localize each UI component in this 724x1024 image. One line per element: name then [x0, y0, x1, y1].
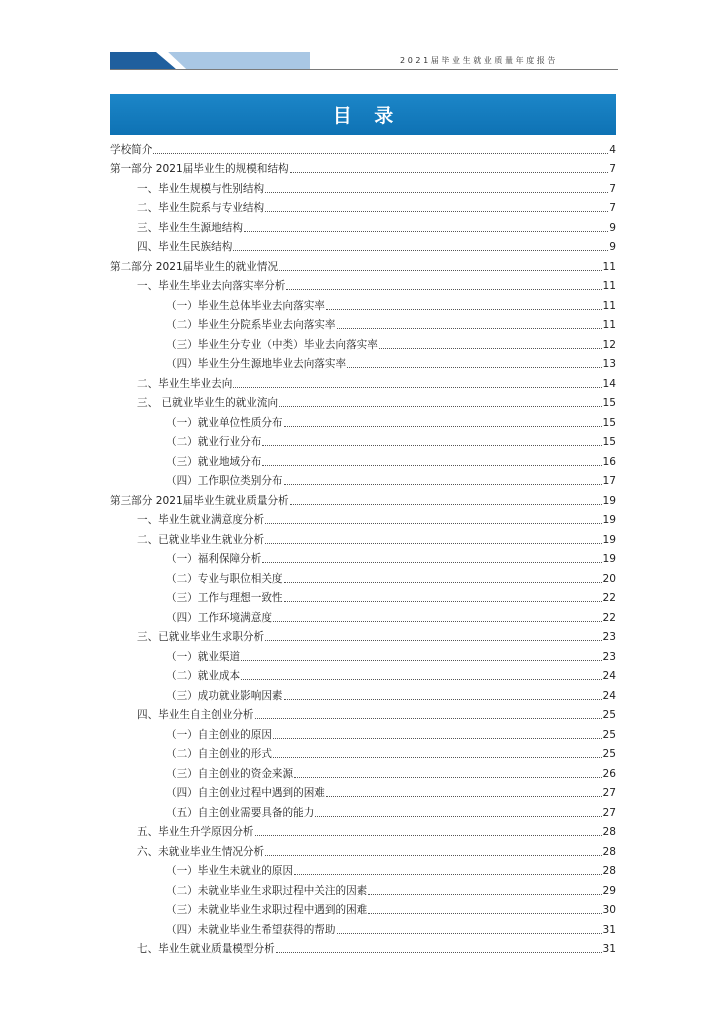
toc-entry[interactable] — [110, 507, 616, 527]
toc-entry-label: （四）工作职位类别分布 — [166, 475, 283, 487]
toc-dot-leader — [233, 387, 601, 388]
toc-entry-page-number: 23 — [602, 650, 616, 663]
toc-entry-page-number: 16 — [602, 455, 616, 468]
toc-entry-page-number: 9 — [609, 221, 616, 234]
toc-entry[interactable] — [110, 585, 616, 605]
toc-entry-label: （四）工作环境满意度 — [166, 611, 272, 624]
toc-entry-label: （一）毕业生未就业的原因 — [166, 865, 294, 877]
toc-entry-page-number: 20 — [602, 572, 616, 585]
toc-entry-page-number: 27 — [602, 806, 616, 819]
header-band-light-shape — [168, 52, 310, 69]
toc-entry-label: 第三部分 2021届毕业生就业质量分析 — [110, 494, 289, 507]
toc-title-banner — [110, 94, 616, 135]
toc-entry[interactable] — [110, 234, 616, 254]
toc-dot-leader — [255, 835, 602, 836]
toc-entry[interactable] — [110, 877, 616, 897]
toc-entry[interactable] — [110, 682, 616, 702]
toc-entry[interactable] — [110, 370, 616, 390]
toc-dot-leader — [284, 699, 602, 700]
toc-entry-page-number: 15 — [602, 397, 616, 409]
toc-entry-page-number: 7 — [609, 182, 616, 195]
toc-entry-page-number: 12 — [602, 338, 616, 351]
toc-dot-leader — [315, 816, 601, 817]
toc-entry-label: （三）成功就业影响因素 — [166, 689, 283, 702]
toc-entry-label: 七、毕业生就业质量模型分析 — [137, 943, 275, 955]
toc-title: 目 录 — [332, 105, 402, 127]
toc-dot-leader — [284, 582, 602, 583]
toc-dot-leader — [337, 328, 602, 329]
toc-entry-label: （二）毕业生分院系毕业去向落实率 — [166, 319, 336, 331]
toc-entry-page-number: 27 — [602, 787, 616, 799]
toc-dot-leader — [265, 211, 608, 212]
toc-dot-leader — [244, 231, 608, 232]
toc-entry-page-number: 30 — [602, 904, 616, 916]
toc-entry-label: 三、已就业毕业生求职分析 — [137, 631, 265, 643]
toc-entry-label: （三）未就业毕业生求职过程中遇到的困难 — [166, 904, 368, 916]
toc-entry[interactable] — [110, 429, 616, 449]
toc-dot-leader — [265, 855, 601, 856]
toc-entry-page-number: 24 — [602, 670, 616, 682]
toc-entry-label: 五、毕业生升学原因分析 — [137, 826, 254, 838]
table-of-contents — [110, 136, 616, 955]
toc-entry-page-number: 24 — [602, 689, 616, 702]
toc-dot-leader — [255, 718, 602, 719]
toc-entry[interactable] — [110, 468, 616, 488]
toc-dot-leader — [347, 367, 601, 368]
toc-entry[interactable] — [110, 702, 616, 722]
toc-entry-label: （四）未就业毕业生希望获得的帮助 — [166, 923, 336, 936]
toc-dot-leader — [262, 562, 601, 563]
toc-dot-leader — [273, 621, 602, 622]
toc-dot-leader — [294, 777, 601, 778]
toc-dot-leader — [265, 192, 608, 193]
toc-entry[interactable] — [110, 351, 616, 371]
toc-entry-page-number: 28 — [602, 865, 616, 877]
toc-entry-page-number: 23 — [602, 631, 616, 643]
toc-entry-label: （五）自主创业需要具备的能力 — [166, 806, 315, 819]
toc-entry-page-number: 25 — [602, 748, 616, 760]
toc-dot-leader — [284, 426, 602, 427]
toc-entry-label: 一、毕业生规模与性别结构 — [137, 182, 265, 195]
toc-entry-label: 三、 已就业毕业生的就业流向 — [137, 397, 279, 409]
toc-entry-label: 学校简介 — [110, 143, 153, 156]
toc-entry-page-number: 11 — [602, 260, 616, 273]
toc-entry-label: 第一部分 2021届毕业生的规模和结构 — [110, 163, 289, 175]
toc-entry-page-number: 19 — [602, 553, 616, 565]
toc-entry-page-number: 28 — [602, 845, 616, 858]
toc-entry-label: 一、毕业生毕业去向落实率分析 — [137, 280, 286, 292]
toc-entry-page-number: 22 — [602, 592, 616, 604]
toc-dot-leader — [241, 679, 601, 680]
toc-entry[interactable] — [110, 565, 616, 585]
toc-entry-page-number: 31 — [602, 943, 616, 955]
toc-entry[interactable] — [110, 916, 616, 936]
toc-entry[interactable] — [110, 136, 616, 156]
toc-entry-page-number: 25 — [602, 728, 616, 741]
toc-dot-leader — [276, 952, 602, 953]
header-divider — [110, 69, 618, 70]
toc-entry[interactable] — [110, 780, 616, 800]
toc-entry[interactable] — [110, 721, 616, 741]
toc-entry[interactable] — [110, 799, 616, 819]
toc-dot-leader — [284, 484, 602, 485]
toc-entry[interactable] — [110, 312, 616, 332]
toc-entry-page-number: 9 — [609, 241, 616, 253]
toc-entry[interactable] — [110, 273, 616, 293]
toc-entry-label: （二）专业与职位相关度 — [166, 572, 283, 585]
toc-entry-label: （二）自主创业的形式 — [166, 748, 272, 760]
toc-entry-page-number: 17 — [602, 475, 616, 487]
toc-entry[interactable] — [110, 624, 616, 644]
toc-entry-label: （二）未就业毕业生求职过程中关注的因素 — [166, 884, 368, 897]
header-report-title: 2021届毕业生就业质量年度报告 — [400, 56, 558, 65]
toc-dot-leader — [233, 250, 608, 251]
toc-entry-page-number: 7 — [609, 202, 616, 214]
toc-entry-label: （一）自主创业的原因 — [166, 728, 272, 741]
toc-entry[interactable] — [110, 936, 616, 956]
toc-entry[interactable] — [110, 292, 616, 312]
toc-entry[interactable] — [110, 448, 616, 468]
toc-entry[interactable] — [110, 760, 616, 780]
toc-entry-page-number: 11 — [602, 280, 616, 292]
toc-dot-leader — [326, 309, 602, 310]
toc-entry[interactable] — [110, 156, 616, 176]
toc-entry[interactable] — [110, 409, 616, 429]
toc-entry-label: 三、毕业生生源地结构 — [137, 221, 243, 234]
toc-entry-label: （四）自主创业过程中遇到的困难 — [166, 787, 325, 799]
toc-entry-page-number: 29 — [602, 884, 616, 897]
toc-entry-label: （四）毕业生分生源地毕业去向落实率 — [166, 358, 347, 370]
toc-entry[interactable] — [110, 390, 616, 410]
toc-entry[interactable] — [110, 331, 616, 351]
toc-entry[interactable] — [110, 897, 616, 917]
toc-entry-page-number: 15 — [602, 416, 616, 429]
toc-entry[interactable] — [110, 526, 616, 546]
toc-dot-leader — [262, 465, 601, 466]
toc-entry-label: （一）毕业生总体毕业去向落实率 — [166, 299, 325, 312]
toc-entry-page-number: 31 — [602, 923, 616, 936]
toc-entry-label: 二、已就业毕业生就业分析 — [137, 533, 265, 546]
toc-dot-leader — [368, 894, 601, 895]
toc-entry-page-number: 25 — [602, 709, 616, 721]
toc-entry-label: 六、未就业毕业生情况分析 — [137, 845, 265, 858]
toc-entry[interactable] — [110, 487, 616, 507]
toc-entry[interactable] — [110, 195, 616, 215]
toc-entry-page-number: 14 — [602, 377, 616, 390]
toc-dot-leader — [294, 874, 601, 875]
toc-entry-label: 二、毕业生院系与专业结构 — [137, 202, 265, 214]
toc-entry-page-number: 7 — [609, 163, 616, 175]
toc-entry-page-number: 13 — [602, 358, 616, 370]
toc-entry-page-number: 11 — [602, 299, 616, 312]
toc-entry-label: （三）毕业生分专业（中类）毕业去向落实率 — [166, 338, 378, 351]
toc-dot-leader — [265, 640, 601, 641]
toc-dot-leader — [279, 406, 601, 407]
toc-entry[interactable] — [110, 546, 616, 566]
toc-entry-page-number: 26 — [602, 767, 616, 780]
toc-entry[interactable] — [110, 819, 616, 839]
toc-entry-label: （一）福利保障分析 — [166, 553, 262, 565]
toc-dot-leader — [273, 757, 602, 758]
toc-dot-leader — [290, 172, 609, 173]
toc-dot-leader — [379, 348, 602, 349]
toc-entry-label: 四、毕业生民族结构 — [137, 241, 233, 253]
toc-entry[interactable] — [110, 858, 616, 878]
toc-dot-leader — [153, 153, 608, 154]
toc-entry-label: （二）就业成本 — [166, 670, 241, 682]
toc-entry[interactable] — [110, 663, 616, 683]
toc-dot-leader — [241, 660, 601, 661]
toc-entry-page-number: 15 — [602, 436, 616, 448]
toc-dot-leader — [284, 601, 602, 602]
toc-entry-label: 一、毕业生就业满意度分析 — [137, 514, 265, 526]
toc-entry-page-number: 22 — [602, 611, 616, 624]
toc-entry-label: （三）自主创业的资金来源 — [166, 767, 294, 780]
toc-entry-label: （二）就业行业分布 — [166, 436, 262, 448]
toc-entry[interactable] — [110, 175, 616, 195]
toc-entry[interactable] — [110, 643, 616, 663]
toc-entry[interactable] — [110, 838, 616, 858]
toc-dot-leader — [265, 523, 601, 524]
toc-entry-page-number: 11 — [602, 319, 616, 331]
toc-entry-label: （三）就业地域分布 — [166, 455, 262, 468]
toc-dot-leader — [368, 913, 601, 914]
header-logo-band — [110, 52, 310, 69]
toc-entry-label: 四、毕业生自主创业分析 — [137, 709, 254, 721]
toc-entry-page-number: 19 — [602, 514, 616, 526]
toc-entry-label: 第二部分 2021届毕业生的就业情况 — [110, 260, 279, 273]
toc-entry-page-number: 19 — [602, 533, 616, 546]
toc-dot-leader — [326, 796, 602, 797]
toc-entry-label: （一）就业单位性质分布 — [166, 416, 283, 429]
toc-entry-page-number: 4 — [609, 143, 616, 156]
toc-entry[interactable] — [110, 604, 616, 624]
toc-dot-leader — [286, 289, 601, 290]
toc-entry[interactable] — [110, 214, 616, 234]
toc-entry[interactable] — [110, 741, 616, 761]
toc-entry-label: （三）工作与理想一致性 — [166, 592, 283, 604]
toc-entry[interactable] — [110, 253, 616, 273]
toc-dot-leader — [290, 504, 602, 505]
toc-dot-leader — [279, 270, 601, 271]
toc-entry-page-number: 28 — [602, 826, 616, 838]
toc-entry-page-number: 19 — [602, 494, 616, 507]
toc-entry-label: 二、毕业生毕业去向 — [137, 377, 233, 390]
toc-dot-leader — [265, 543, 601, 544]
toc-dot-leader — [273, 738, 602, 739]
toc-dot-leader — [337, 933, 602, 934]
toc-entry-label: （一）就业渠道 — [166, 650, 241, 663]
toc-dot-leader — [262, 445, 601, 446]
